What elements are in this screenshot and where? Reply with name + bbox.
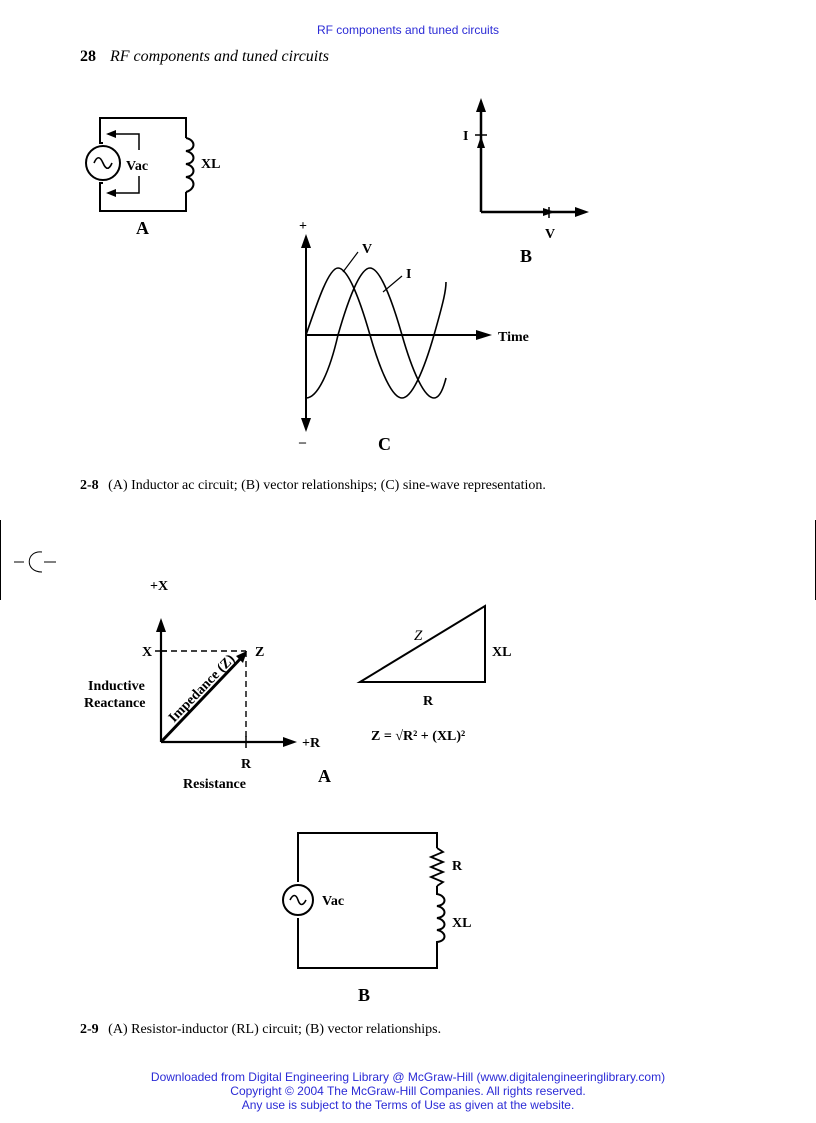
fig29-resistance-label: Resistance [183, 777, 246, 792]
fig28-plus-label: + [299, 219, 307, 234]
fig29-inductor-icon [437, 886, 445, 950]
caption-text: (A) Resistor-inductor (RL) circuit; (B) vector relationships. [108, 1022, 442, 1037]
running-title: RF components and tuned circuits [110, 48, 329, 65]
fig29-panel-b [283, 833, 471, 1005]
fig28-panel-b-label: B [520, 246, 533, 266]
fig28-vac-label: Vac [126, 159, 149, 174]
caption-number: 2-9 [80, 1022, 99, 1037]
footer [0, 1070, 816, 1112]
fig29-triangle-xl-label: XL [492, 645, 512, 660]
fig29-triangle-z-label: Z [414, 628, 423, 644]
caption-text: (A) Inductor ac circuit; (B) vector relationships; (C) sine-wave representation. [108, 478, 546, 493]
fig28-wave-i-label: I [406, 267, 412, 282]
fig29-xl-label: XL [452, 916, 472, 931]
fig28-panel-b [463, 98, 589, 266]
current-wave [306, 268, 446, 398]
footer-copyright: Copyright © 2004 The McGraw-Hill Companies. All rights reserved. [230, 1084, 586, 1098]
footer-link[interactable]: Downloaded from Digital Engineering Library @ McGraw-Hill (www.digitalengineeringlibrary.com) [150, 1070, 666, 1084]
fig28-panel-a-label: A [136, 218, 149, 238]
fig29-inductive-label-1: Inductive [88, 679, 145, 694]
page-number: 28 [80, 48, 96, 65]
fig28-panel-a [86, 118, 220, 238]
fig29-panel-a [84, 579, 511, 792]
fig29-r-label: R [452, 859, 463, 874]
fig29-x-tick-label: X [142, 645, 153, 660]
fig29-panel-a-label: A [318, 766, 331, 786]
figure-2-9-caption [80, 1022, 441, 1038]
fig28-minus-label: – [299, 435, 306, 450]
footer-terms: Any use is subject to the Terms of Use as given at the website. [241, 1098, 575, 1112]
figure-2-8-caption [80, 478, 546, 494]
fig29-r-tick-label: R [241, 757, 252, 772]
fig28-panel-c-label: C [378, 434, 391, 454]
fig28-v-axis-label: V [545, 227, 556, 242]
fig29-vac-label: Vac [322, 894, 345, 909]
fig29-plus-x-label: +X [150, 579, 169, 594]
fig28-time-label: Time [498, 330, 529, 345]
figure-2-8 [0, 0, 816, 470]
fig29-panel-b-label: B [358, 985, 371, 1005]
fig28-xl-label: XL [201, 157, 221, 172]
fig29-impedance-label: Impedance (Z) [166, 651, 239, 726]
fig29-formula: Z = √R² + (XL)² [371, 729, 466, 744]
fig28-wave-v-label: V [362, 242, 373, 257]
fig28-panel-c [298, 219, 529, 454]
caption-number: 2-8 [80, 478, 99, 493]
inductor-icon [186, 138, 194, 192]
fig29-triangle-r-label: R [423, 694, 434, 709]
header-link[interactable]: RF components and tuned circuits [316, 23, 500, 37]
fig28-i-axis-label: I [463, 129, 469, 144]
figure-2-9 [0, 560, 816, 1010]
fig29-z-label: Z [255, 645, 265, 660]
resistor-icon [431, 848, 443, 886]
fig29-inductive-label-2: Reactance [84, 696, 146, 711]
fig29-plus-r-label: +R [302, 736, 321, 751]
voltage-wave [306, 268, 434, 398]
